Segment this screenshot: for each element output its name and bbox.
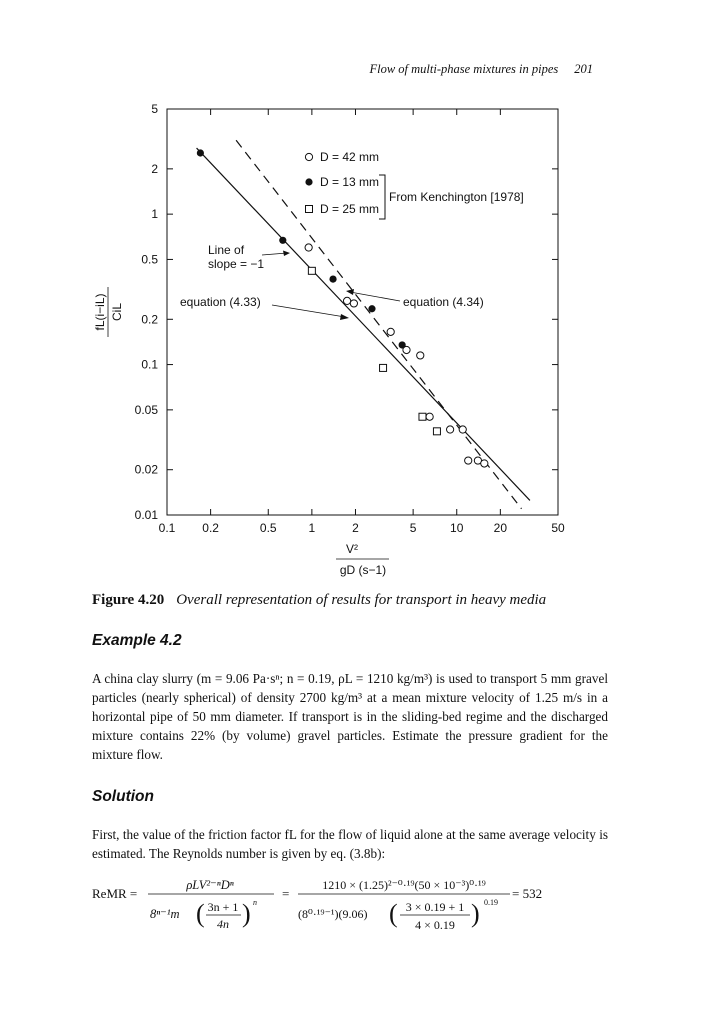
y-tick-label: 5 — [151, 102, 158, 116]
figure-caption — [92, 592, 632, 609]
y-tick-label: 0.1 — [141, 357, 158, 372]
equation-equals: = — [282, 886, 290, 901]
data-point-42mm — [417, 352, 424, 359]
eq433-annotation-arrow — [272, 305, 345, 317]
data-point-42mm — [465, 457, 472, 464]
data-point-13mm — [279, 237, 286, 244]
example-heading: Example 4.2 — [92, 632, 182, 649]
equation-inner-denominator-1: 4n — [217, 917, 229, 931]
figure-caption-text: Overall representation of results for transport in heavy media — [176, 592, 547, 608]
x-tick-label: 1 — [308, 521, 316, 535]
solution-heading: Solution — [92, 788, 154, 805]
x-tick-label: 50 — [551, 521, 565, 535]
plot-frame — [167, 109, 558, 515]
data-point-13mm — [197, 149, 204, 156]
x-tick-label: 0.2 — [202, 521, 219, 535]
eq434-annotation-arrowhead — [346, 289, 354, 295]
equation-inner-denominator-2: 4 × 0.19 — [415, 918, 455, 932]
x-tick-label: 0.1 — [158, 521, 176, 535]
equation-paren-close-1: ) — [242, 899, 251, 928]
equation-exponent-1: n — [253, 898, 257, 907]
legend-source: From Kenchington [1978] — [389, 190, 524, 204]
data-point-25mm — [433, 428, 440, 435]
equation-exponent-2: 0.19 — [484, 898, 498, 907]
slope-annotation-line1: Line of — [208, 243, 245, 257]
x-tick-label: 2 — [352, 521, 359, 535]
x-axis-label-denominator: gD (s−1) — [339, 563, 387, 577]
data-point-42mm — [350, 300, 357, 307]
data-point-13mm — [329, 275, 336, 282]
data-point-25mm — [419, 413, 426, 420]
data-point-13mm — [368, 305, 375, 312]
equation-result: = 532 — [512, 886, 543, 901]
y-axis — [135, 102, 558, 522]
data-point-25mm — [380, 364, 387, 371]
x-tick-label: 20 — [493, 521, 508, 535]
slope-annotation-arrow — [262, 253, 287, 255]
data-point-42mm — [387, 328, 394, 335]
legend-entry-25mm: D = 25 mm — [320, 202, 380, 216]
slope-annotation-arrowhead — [283, 251, 290, 257]
data-point-42mm — [426, 413, 433, 420]
eq433-annotation: equation (4.33) — [180, 295, 261, 309]
equation-paren-close-2: ) — [471, 899, 480, 928]
legend-bracket — [379, 175, 385, 219]
legend-open-circle-marker — [305, 153, 312, 160]
running-header-title: Flow of multi-phase mixtures in pipes — [369, 62, 559, 76]
data-point-13mm — [399, 341, 406, 348]
equation-numerator-2: 1210 × (1.25)²⁻⁰·¹⁹(50 × 10⁻³)⁰·¹⁹ — [322, 878, 486, 892]
x-axis-label-numerator: V² — [346, 542, 358, 556]
eq433-annotation-arrowhead — [340, 314, 349, 320]
y-tick-label: 0.5 — [141, 252, 158, 267]
y-axis-label-denominator: CiL — [110, 302, 124, 322]
slope-annotation-line2: slope = −1 — [208, 257, 265, 271]
data-point-42mm — [343, 297, 350, 304]
y-tick-label: 0.01 — [134, 508, 158, 522]
equation-paren-open-2: ( — [389, 899, 398, 928]
data-point-42mm — [447, 426, 454, 433]
x-tick-label: 5 — [409, 521, 417, 535]
eq434-annotation: equation (4.34) — [403, 295, 484, 309]
x-tick-label: 0.5 — [259, 521, 277, 535]
x-tick-label: 10 — [450, 521, 464, 535]
y-tick-label: 2 — [151, 161, 158, 176]
equation-numerator-1: ρLV²⁻ⁿDⁿ — [186, 878, 234, 892]
data-point-42mm — [459, 426, 466, 433]
equation-denominator-2: (8⁰·¹⁹⁻¹)(9.06) — [298, 907, 368, 921]
equation-denominator-1: 8ⁿ⁻¹m — [150, 907, 180, 921]
data-point-42mm — [481, 460, 488, 467]
equation-inner-numerator-2: 3 × 0.19 + 1 — [405, 900, 465, 914]
legend-entry-13mm: D = 13 mm — [320, 175, 380, 189]
y-tick-label: 0.02 — [134, 462, 158, 477]
page-number: 201 — [574, 62, 593, 76]
figure-caption-label: Figure 4.20 — [92, 592, 165, 608]
reynolds-number-equation — [92, 872, 612, 934]
equation-lhs: ReMR = — [92, 886, 138, 901]
y-tick-label: 0.05 — [134, 402, 158, 417]
data-point-42mm — [305, 244, 312, 251]
equation-inner-numerator-1: 3n + 1 — [207, 900, 239, 914]
data-point-25mm — [308, 267, 315, 274]
legend — [305, 150, 523, 219]
legend-filled-circle-marker — [305, 178, 312, 185]
legend-open-square-marker — [306, 206, 313, 213]
equation-paren-open-1: ( — [196, 899, 205, 928]
legend-entry-42mm: D = 42 mm — [320, 150, 380, 164]
solution-paragraph: First, the value of the friction factor fL for the flow of liquid alone at the same average velocity is estimated. The Reynolds number is given by eq. (3.8b): — [92, 827, 608, 861]
y-tick-label: 0.2 — [141, 312, 158, 327]
example-paragraph: A china clay slurry (m = 9.06 Pa·sⁿ; n = 0.19, ρL = 1210 kg/m³) is used to transport 5 mm gravel particles (nearly spherical) of density 2700 kg/m³ at a mean mixture velocity of 1.25 m/s in a horizontal pipe of 50 mm diameter. If transport is in the sliding-bed regime and the discharged mixture contains 22% (by volume) gravel particles. Estimate the pressure gradient for the mixture flow. — [92, 671, 608, 762]
y-tick-label: 1 — [151, 207, 158, 222]
y-axis-label-numerator: fL(i−iL) — [93, 293, 107, 331]
y-axis-label — [93, 287, 124, 337]
